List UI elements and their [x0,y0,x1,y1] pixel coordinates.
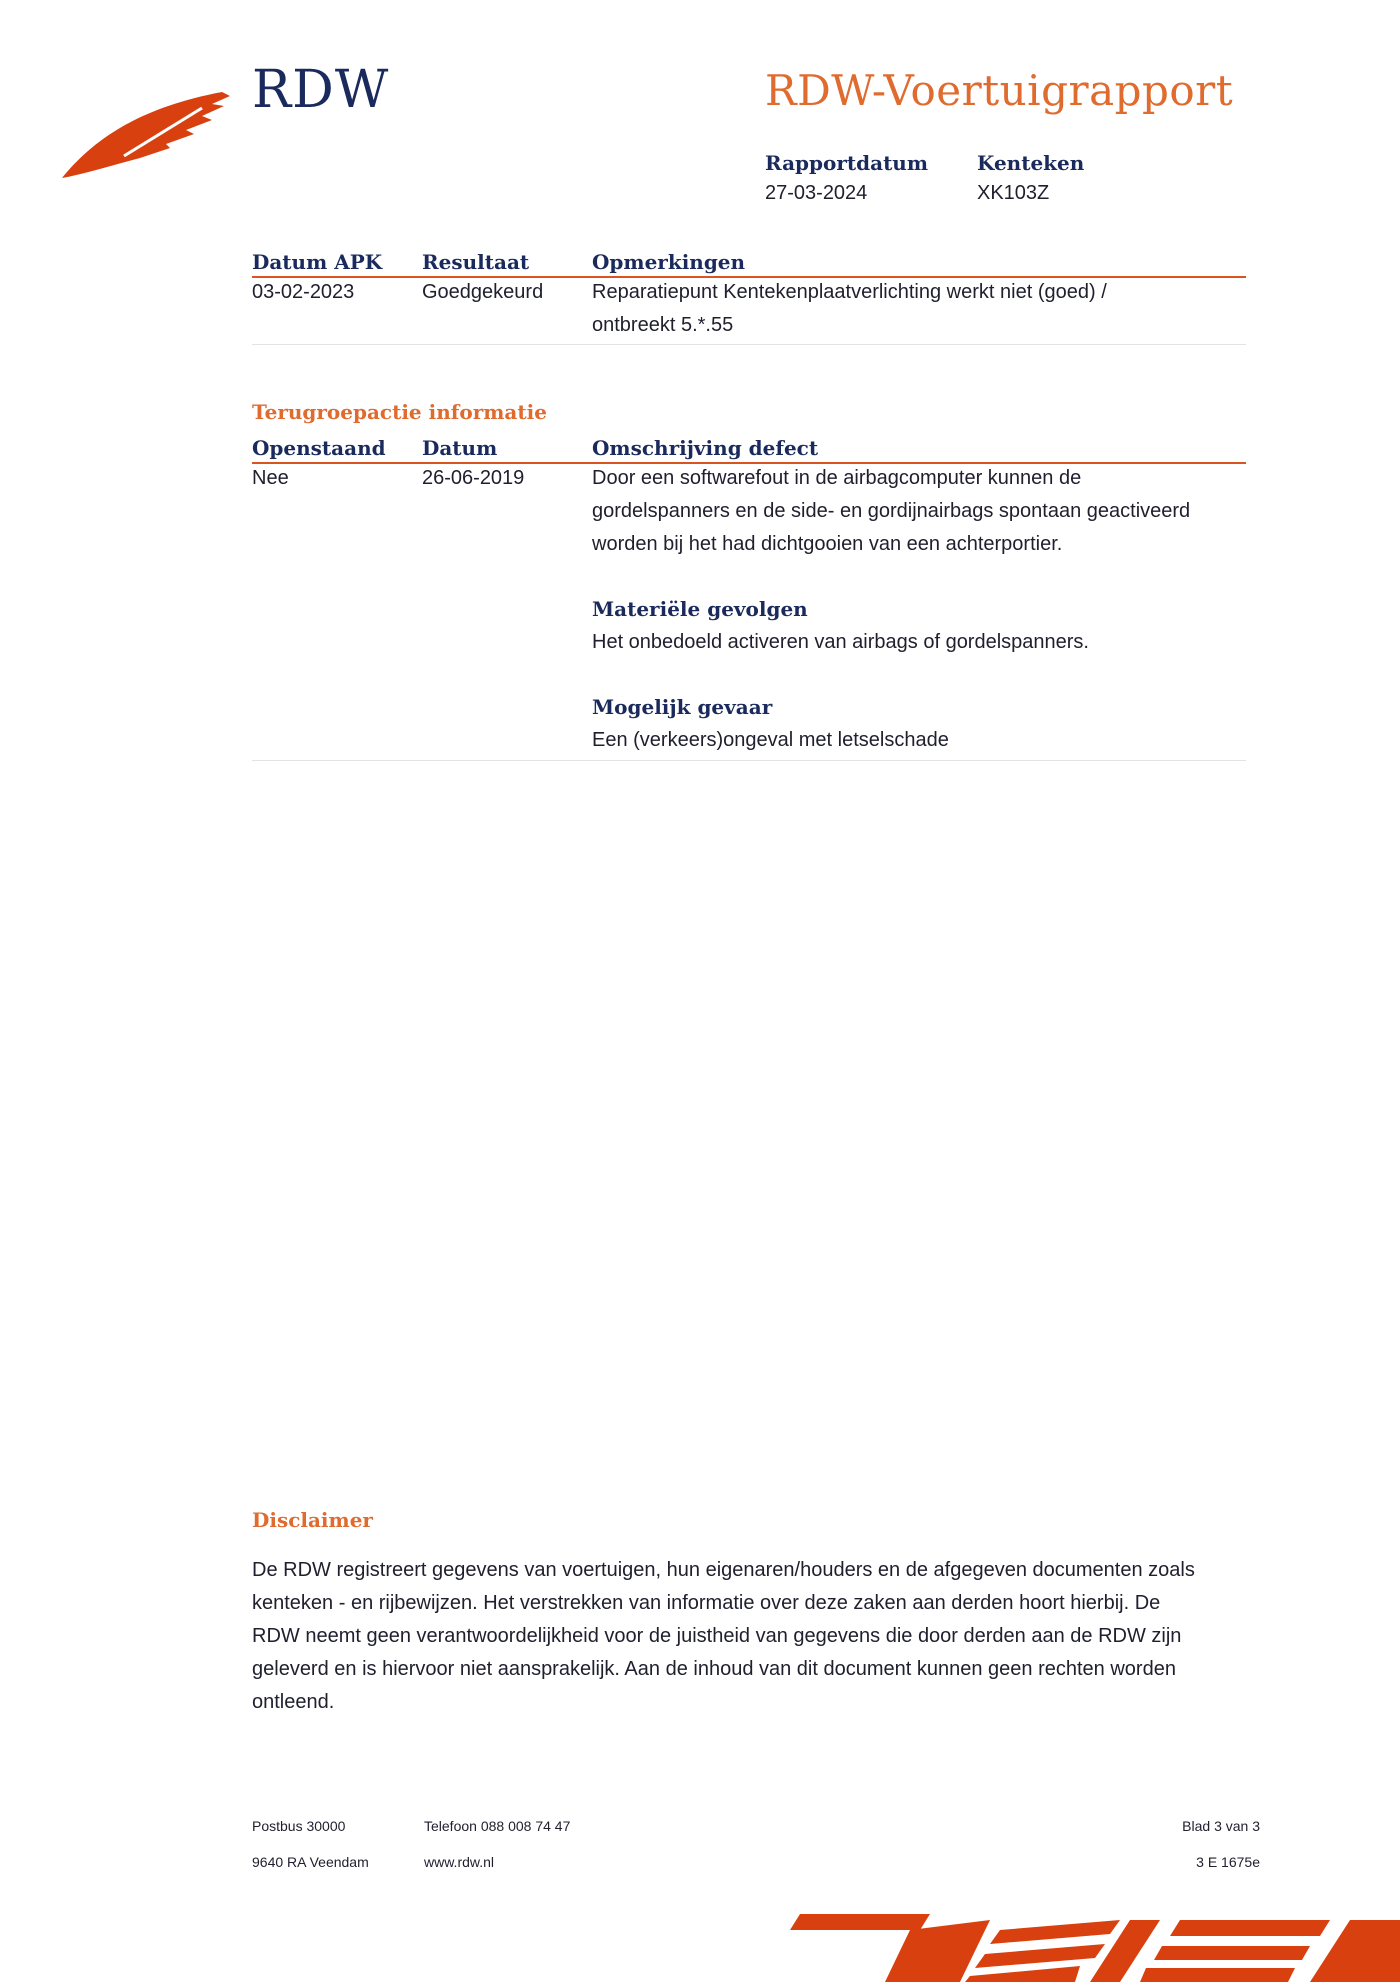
apk-col-date: Datum APK [252,250,383,274]
footer-page-number: Blad 3 van 3 [1182,1818,1260,1834]
plate-value: XK103Z [977,182,1050,204]
recall-description [592,462,1242,757]
material-consequences-title: Materiële gevolgen [592,597,808,621]
recall-desc-line: gordelspanners en de side- en gordijnairbags spontaan geactiveerd [592,500,1191,522]
rdw-stripes-graphic [790,1900,1400,1982]
recall-col-desc: Omschrijving defect [592,436,819,460]
disclaimer-line: De RDW registreert gegevens van voertuigen, hun eigenaren/houders en de afgegeven documenten zoals [252,1559,1195,1581]
disclaimer-text [252,1554,1252,1719]
table-row [252,464,1246,761]
possible-danger-title: Mogelijk gevaar [592,695,773,719]
apk-result: Goedgekeurd [422,281,544,303]
apk-remarks [592,276,1242,342]
apk-date: 03-02-2023 [252,281,355,303]
report-date-value: 27-03-2024 [765,182,868,204]
recall-open: Nee [252,467,289,489]
footer-phone: Telefoon 088 008 74 47 [424,1818,571,1834]
possible-danger-text: Een (verkeers)ongeval met letselschade [592,729,949,751]
recall-col-open: Openstaand [252,436,386,460]
recall-desc-line: worden bij het had dichtgooien van een achterportier. [592,533,1063,555]
footer-postbus: Postbus 30000 [252,1818,346,1834]
apk-col-remarks: Opmerkingen [592,250,746,274]
disclaimer-line: kenteken - en rijbewijzen. Het verstrekken van informatie over deze zaken aan derden hoort hierbij. De [252,1592,1161,1614]
table-row [252,278,1246,345]
rdw-logo-icon [62,86,232,181]
page-title: RDW-Voertuigrapport [765,66,1234,115]
disclaimer-title: Disclaimer [252,1508,373,1532]
material-consequences-text: Het onbedoeld activeren van airbags of gordelspanners. [592,631,1089,653]
report-date-label: Rapportdatum [765,151,929,175]
footer-city: 9640 RA Veendam [252,1854,369,1870]
recall-section-title: Terugroepactie informatie [252,400,547,424]
recall-table [252,430,1246,761]
apk-table [252,244,1246,345]
footer-doc-code: 3 E 1675e [1196,1854,1260,1870]
plate-label: Kenteken [977,151,1085,175]
recall-col-date: Datum [422,436,498,460]
disclaimer-line: RDW neemt geen verantwoordelijkheid voor de juistheid van gegevens die door derden aan de RDW zijn [252,1625,1182,1647]
brand-name: RDW [252,60,390,120]
recall-desc-line: Door een softwarefout in de airbagcomputer kunnen de [592,467,1082,489]
recall-table-header [252,430,1246,464]
recall-date: 26-06-2019 [422,467,525,489]
apk-remarks-line: ontbreekt 5.*.55 [592,314,734,336]
apk-col-result: Resultaat [422,250,530,274]
disclaimer-line: ontleend. [252,1691,335,1713]
footer-website-link[interactable]: www.rdw.nl [424,1854,495,1870]
apk-table-header [252,244,1246,278]
disclaimer-line: geleverd en is hiervoor niet aansprakelijk. Aan de inhoud van dit document kunnen geen rechten worden [252,1658,1176,1680]
apk-remarks-line: Reparatiepunt Kentekenplaatverlichting werkt niet (goed) / [592,281,1107,303]
